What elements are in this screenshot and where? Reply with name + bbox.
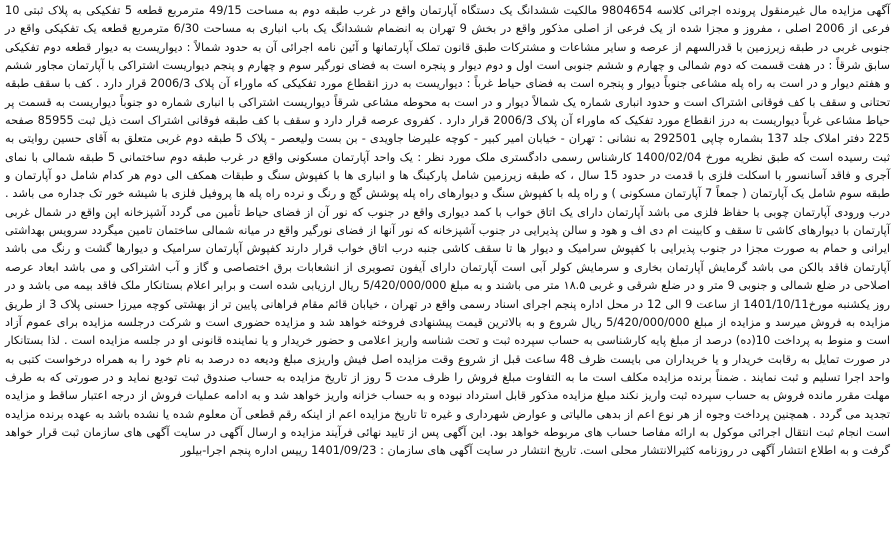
auction-notice-text: آگهی مزایده مال غیرمنقول پرونده اجرائی کلاسه 9804654 مالکیت ششدانگ یک دستگاه آپارتمان واقع در غرب طبقه دوم به مساحت 49/15 مترمربع قطعه 5 تفکیکی به پلاک ثبتی 10 فرعی از 2006 اصلی ، مفروز و مجزا شده از یک فرعی از اصلی مذکور واقع در بخش 9 تهران به انضمام ششدانگ یک باب انباری به مساحت 6/30 مترمربع قطعه یک تفکیکی واقع در جنوبی غربی در طبقه زیرزمین با قدرالسهم از عرصه و سایر مشاعات و مشترکات طبق قانون تملک آپارتمانها و آئین نامه اجرائی آن به حدود شمالاً : دیواریست به دیوار قطعه دوم تفکیکی سابق شرقاً : در هفت قسمت که دوم شمالی و چهارم و ششم جنوبی است اول و دوم دیوار و پنجره است به فضای نورگیر سوم و چهارم و پنجم دیواریست اشتراکی با آپارتمان مجاور ششم و هفتم دیوار و در است به راه پله مشاعی جنوباً دیوار و پنجره است به فضای حیاط غرباً : دیواریست به درز انقطاع مورد تفکیکی که ماوراء آن پلاک 2006/3 قرار دارد . کف با سقف طبقه تحتانی و سقف با کف فوقانی اشتراک است و حدود انباری شماره یک شمالاً دیوار و در است به محوطه مشاعی شرقاً دیواریست اشتراکی با انباری شماره دو جنوباً دیواریست به قسمت پر حیاط مشاعی غرباً دیواریست به درز انقطاع مورد تفکیک که ماوراء آن پلاک 2006/3 قرار دارد . کفروی عرصه قرار دارد و سقف با کف طبقه فوقانی اشتراک است ذیل ثبت 85955 صفحه 225 دفتر املاک جلد 137 بشماره چاپی 292501 به نشانی : تهران - خیابان امیر کبیر - کوچه علیرضا جاویدی - بن بست ولیعصر - پلاک 5 طبقه دوم غربی متعلق به آقای حسین روایتی به ثبت رسیده است که طبق نظریه مورخ 1400/02/04 کارشناس رسمی دادگستری ملک مورد نظر : یک واحد آپارتمان مسکونی واقع در غرب طبقه دوم ساختمانی 5 طبقه شمالی با نمای آجری و فاقد آسانسور با اسکلت فلزی با قدمت در حدود 15 سال ، که طبقه زیرزمین شامل پارکینگ ها و انباری ها با کفپوش سنگ و طبقات همکف الی دوم هر کدام شامل دو آپارتمان و طبقه سوم شامل یک آپارتمان ( جمعاً 7 آپارتمان مسکونی ) و راه پله با کفپوش سنگ و دیوارهای راه پله پوشش گچ و رنگ و نرده راه پله ها پروفیل فلزی با شیشه خور تک جداره می باشد . درب ورودی آپارتمان چوبی با حفاظ فلزی می باشد آپارتمان دارای یک اتاق خواب با کمد دیواری واقع در جنوب که نور آن از فضای حیاط تأمین می گردد آشپزخانه اپن واقع در شمال غربی آپارتمان با دیوارهای کاشی تا سقف و کابینت ام دی اف و هود و سالن پذیرایی در جنوب آشپزخانه که نور آنها از فضای نورگیر واقع در میانه شمالی ساختمان تامین میگردد سرویس بهداشتی ایرانی و حمام به صورت مجزا در جنوب پذیرایی با کفپوش سرامیک و دیوار ها تا سقف کاشی جنبه درب اتاق خواب قرار دارند کفپوش آپارتمان سرامیک و دیوارها گشت و رنگ می باشد آپارتمان فاقد بالکن می باشد گرمایش آپارتمان بخاری و سرمایش کولر آبی است آپارتمان دارای آیفون تصویری از انشعابات برق اختصاصی و گاز و آب اشتراکی و می باشد ابعاد عرصه اصلاحی در ضلع شمالی و جنوبی 9 متر و در ضلع شرقی و غربی ۱۸.۵ متر می باشند و به مبلغ 5/420/000/000 ریال ارزیابی شده است و برابر اعلام بستانکار ملک فاقد بیمه می باشد و در روز یکشنبه مورخ1401/10/11 از ساعت 9 الی 12 در محل اداره پنجم اجرای اسناد رسمی واقع در تهران ، خیابان قائم مقام فراهانی پایین تر از بهشتی کوچه میرزا حسنی پلاک 3 از طریق مزایده به فروش میرسد و مزایده از مبلغ 5/420/000/000 ریال شروع و به بالاترین قیمت پیشنهادی فروخته خواهد شد و مزایده حضوری است و شرکت درجلسه مزایده برای عموم آزاد است و منوط به پرداخت 10(ده) درصد از مبلغ پایه کارشناسی به حساب سپرده ثبت و تحت شناسه واریز اعلامی و حضور خریدار و یا نماینده قانونی او در جلسه مزایده است . لذا بستانکار در صورت تمایل به رقابت خریدار و یا خریداران می بایست ظرف 48 ساعت قبل از شروع وقت مزایده اصل فیش واریزی مبلغ ودیعه ده درصد به نام خود را به همراه درخواست کتبی به واحد اجرا تسلیم و ثبت نمایند . ضمناً برنده مزایده مکلف است ما به التفاوت مبلغ فروش را ظرف مدت 5 روز از تاریخ مزایده به حساب صندوق ثبت تودیع نماید و در صورتی که به طرف مهلت مقرر مانده فروش به حساب سپرده ثبت واریز نکند مبلغ مزایده مذکور قابل استرداد نبوده و به حساب خزانه واریز خواهد شد و به ادامه عملیات فروش از درجه اعتبار ساقط و مزایده تجدید می گردد . همچنین پرداخت وجوه از هر نوع اعم از بدهی مالیاتی و عوارض شهرداری و غیره تا تاریخ مزایده اعم از اینکه رقم قطعی آن معلوم شده یا نشده باشد به عهده برنده مزایده است انجام ثبت انتقال اجرائی موکول به ارائه مفاصا حساب های مربوطه خواهد بود. این آگهی پس از تایید نهائی فرآیند مزایده و ارسال آگهی در سایت آگهی های سازمان ثبت قرار خواهد گرفت و به اطلاع انتشار آگهی در روزنامه کثیرالانتشار محلی است. تاریخ انتشار در سایت آگهی های سازمان : 1401/09/23 رییس اداره پنجم اجرا-بیلور — [5, 3, 891, 458]
